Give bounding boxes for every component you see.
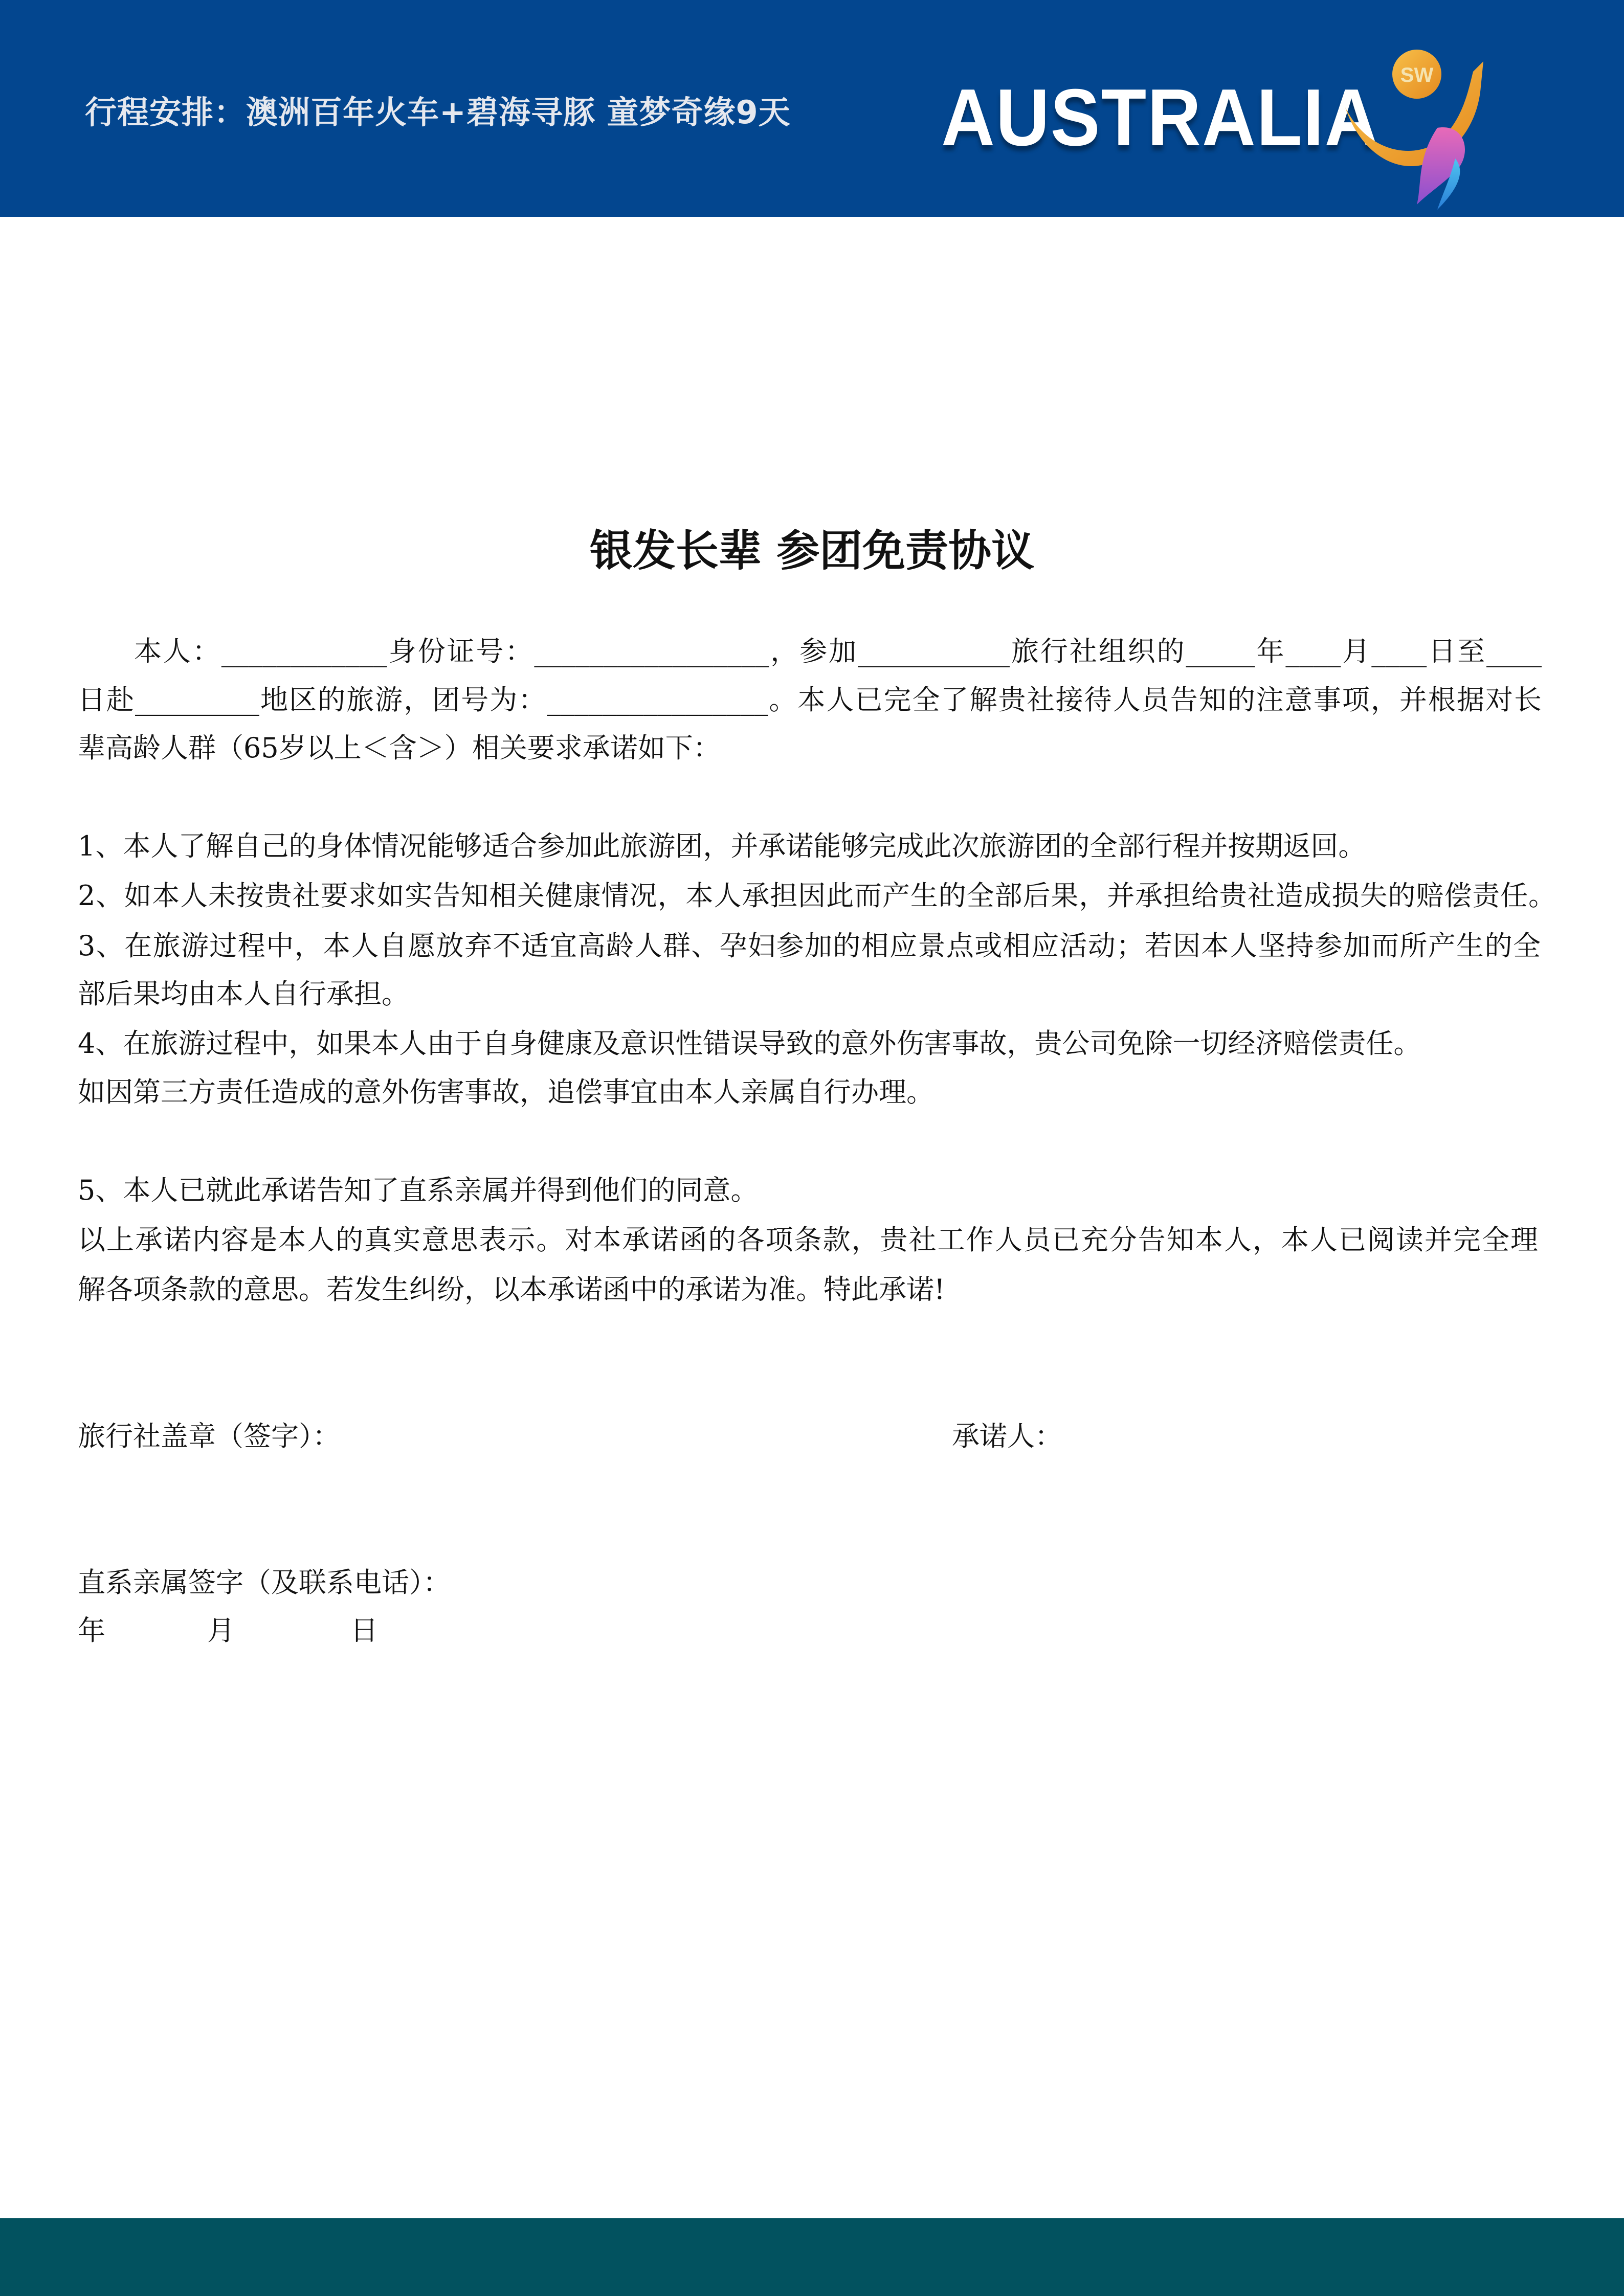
footer-bar bbox=[0, 2218, 1624, 2296]
clause-5: 5、本人已就此承诺告知了直系亲属并得到他们的同意。 bbox=[78, 1174, 759, 1206]
svg-text:SW: SW bbox=[1400, 64, 1434, 86]
header-banner bbox=[0, 0, 1624, 217]
intro-line: 本人：____________身份证号：_________________，参加___________旅行社组织的_____年____月____日至____ bbox=[134, 635, 1542, 667]
promisor-label: 承诺人： bbox=[952, 1420, 1062, 1452]
clause-3: 3、在旅游过程中，本人自愿放弃不适宜高龄人群、孕妇参加的相应景点或相应活动；若因本人坚持参加而所产生的全 bbox=[78, 930, 1541, 962]
closing-line: 解各项条款的意思。若发生纠纷，以本承诺函中的承诺为准。特此承诺! bbox=[78, 1273, 945, 1305]
intro-line: 辈高龄人群（65岁以上＜含＞）相关要求承诺如下： bbox=[78, 732, 721, 764]
clause-4-cont: 如因第三方责任造成的意外伤害事故，追偿事宜由本人亲属自行办理。 bbox=[78, 1076, 934, 1108]
australia-logo-text: AUSTRALIA bbox=[941, 73, 1380, 163]
date-day-label: 日 bbox=[350, 1614, 378, 1647]
intro-line: 日赴_________地区的旅游，团号为：________________。本人已完全了解贵社接待人员告知的注意事项，并根据对长 bbox=[78, 684, 1542, 716]
itinerary-title: 行程安排：澳洲百年火车+碧海寻豚 童梦奇缘9天 bbox=[85, 94, 791, 131]
closing-line: 以上承诺内容是本人的真实意思表示。对本承诺函的各项条款，贵社工作人员已充分告知本人，本人已阅读并完全理 bbox=[78, 1224, 1538, 1256]
relative-signature-label: 直系亲属签字（及联系电话）： bbox=[78, 1566, 451, 1599]
clause-4: 4、在旅游过程中，如果本人由于自身健康及意识性错误导致的意外伤害事故，贵公司免除一切经济赔偿责任。 bbox=[78, 1027, 1421, 1060]
clause-1: 1、本人了解自己的身体情况能够适合参加此旅游团，并承诺能够完成此次旅游团的全部行程并按期返回。 bbox=[78, 830, 1366, 862]
date-month-label: 月 bbox=[207, 1614, 235, 1647]
clause-3-cont: 部后果均由本人自行承担。 bbox=[78, 978, 409, 1010]
kangaroo-logo-icon bbox=[1340, 41, 1514, 210]
clause-2: 2、如本人未按贵社要求如实告知相关健康情况，本人承担因此而产生的全部后果，并承担给贵社造成损失的赔偿责任。 bbox=[78, 880, 1556, 912]
agency-seal-label: 旅行社盖章（签字）： bbox=[78, 1420, 340, 1452]
document-title: 银发长辈 参团免责协议 bbox=[589, 526, 1035, 576]
date-year-label: 年 bbox=[78, 1614, 105, 1647]
